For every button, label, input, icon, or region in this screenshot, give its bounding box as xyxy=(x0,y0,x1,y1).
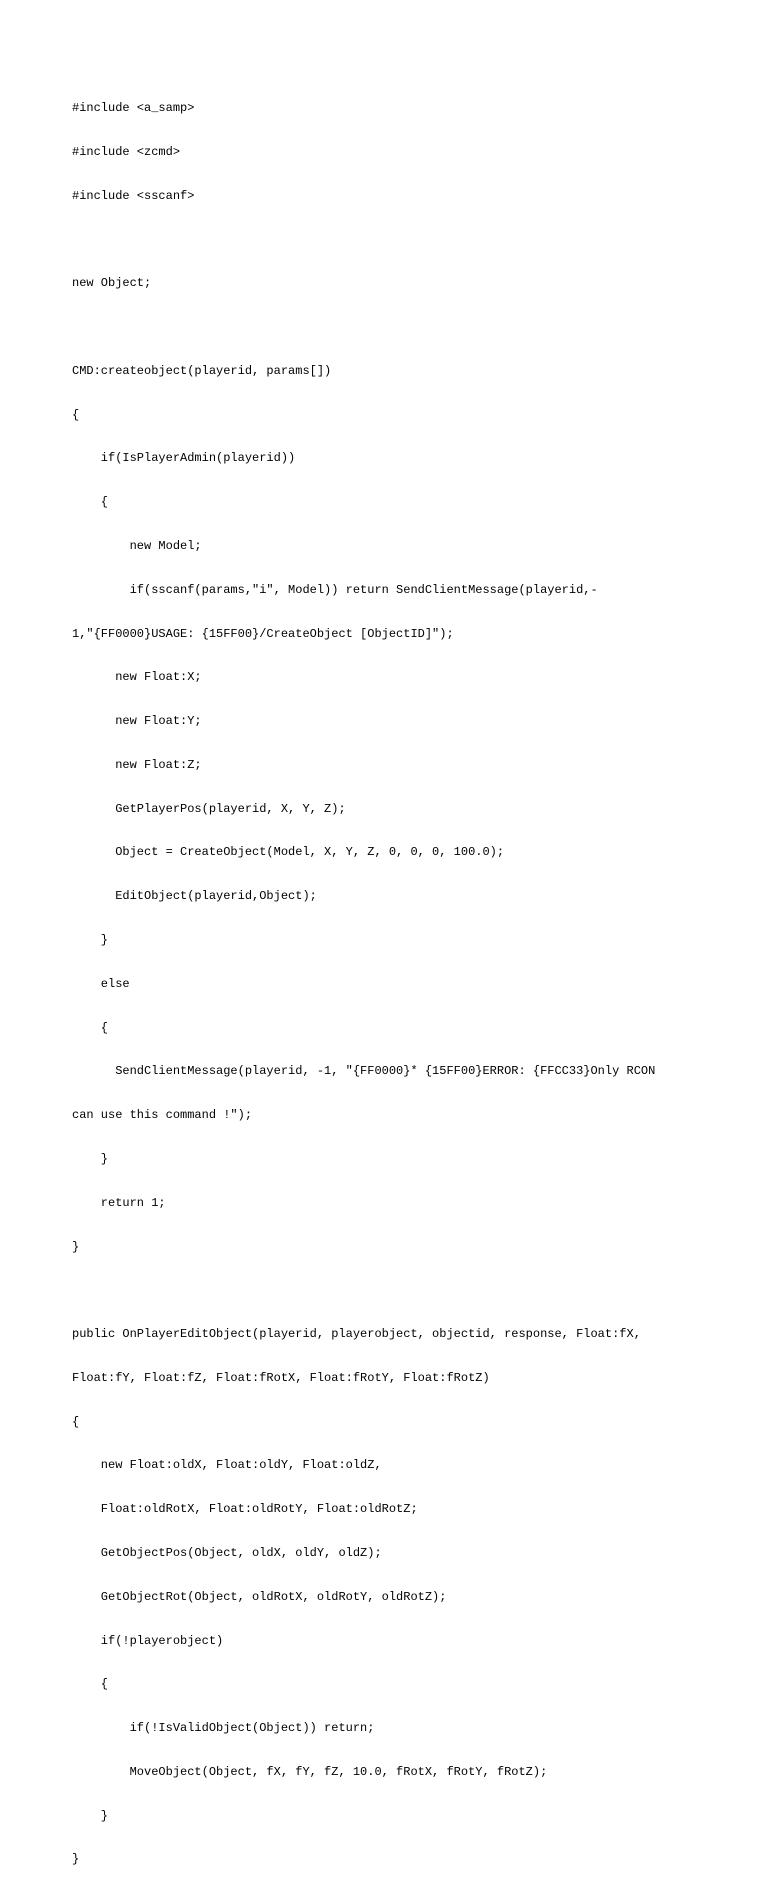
code-line-6 xyxy=(72,320,712,335)
code-line-30: Float:fY, Float:fZ, Float:fRotX, Float:fRotY, Float:fRotZ) xyxy=(72,1370,490,1385)
code-line-26: return 1; xyxy=(72,1195,166,1210)
code-line-28 xyxy=(72,1283,712,1298)
code-line-37: { xyxy=(72,1677,109,1692)
code-line-9: if(IsPlayerAdmin(playerid)) xyxy=(72,451,296,466)
code-line-18: Object = CreateObject(Model, X, Y, Z, 0, 0, 0, 100.0); xyxy=(72,845,505,860)
code-line-22: { xyxy=(72,1020,109,1035)
code-line-29: public OnPlayerEditObject(playerid, playerobject, objectid, response, Float:fX, xyxy=(72,1327,641,1342)
code-line-21: else xyxy=(72,976,130,991)
code-line-31: { xyxy=(72,1414,80,1429)
code-line-34: GetObjectPos(Object, oldX, oldY, oldZ); xyxy=(72,1545,382,1560)
code-line-19: EditObject(playerid,Object); xyxy=(72,889,317,904)
code-block xyxy=(72,72,712,1896)
code-line-41: } xyxy=(72,1852,80,1867)
code-line-7: CMD:createobject(playerid, params[]) xyxy=(72,363,332,378)
code-line-25: } xyxy=(72,1151,109,1166)
code-line-10: { xyxy=(72,495,109,510)
code-line-35: GetObjectRot(Object, oldRotX, oldRotY, oldRotZ); xyxy=(72,1589,447,1604)
code-line-40: } xyxy=(72,1808,109,1823)
code-line-38: if(!IsValidObject(Object)) return; xyxy=(72,1721,375,1736)
code-line-16: new Float:Z; xyxy=(72,757,202,772)
code-line-4 xyxy=(72,233,712,248)
code-line-12: if(sscanf(params,"i", Model)) return SendClientMessage(playerid,- xyxy=(72,582,598,597)
code-line-8: { xyxy=(72,407,80,422)
code-line-15: new Float:Y; xyxy=(72,714,202,729)
code-line-1: #include <a_samp> xyxy=(72,101,195,116)
code-line-36: if(!playerobject) xyxy=(72,1633,224,1648)
code-line-11: new Model; xyxy=(72,539,202,553)
code-line-20: } xyxy=(72,933,109,948)
code-line-33: Float:oldRotX, Float:oldRotY, Float:oldRotZ; xyxy=(72,1502,418,1517)
code-line-5: new Object; xyxy=(72,276,152,291)
code-line-27: } xyxy=(72,1239,80,1254)
code-line-2: #include <zcmd> xyxy=(72,144,181,159)
code-line-17: GetPlayerPos(playerid, X, Y, Z); xyxy=(72,801,346,816)
code-line-39: MoveObject(Object, fX, fY, fZ, 10.0, fRotX, fRotY, fRotZ); xyxy=(72,1764,548,1779)
code-line-13: 1,"{FF0000}USAGE: {15FF00}/CreateObject [ObjectID]"); xyxy=(72,626,454,641)
code-line-24: can use this command !"); xyxy=(72,1108,253,1123)
code-line-23: SendClientMessage(playerid, -1, "{FF0000}* {15FF00}ERROR: {FFCC33}Only RCON xyxy=(72,1064,656,1079)
code-line-3: #include <sscanf> xyxy=(72,188,195,203)
code-line-14: new Float:X; xyxy=(72,670,202,685)
code-line-32: new Float:oldX, Float:oldY, Float:oldZ, xyxy=(72,1458,382,1473)
